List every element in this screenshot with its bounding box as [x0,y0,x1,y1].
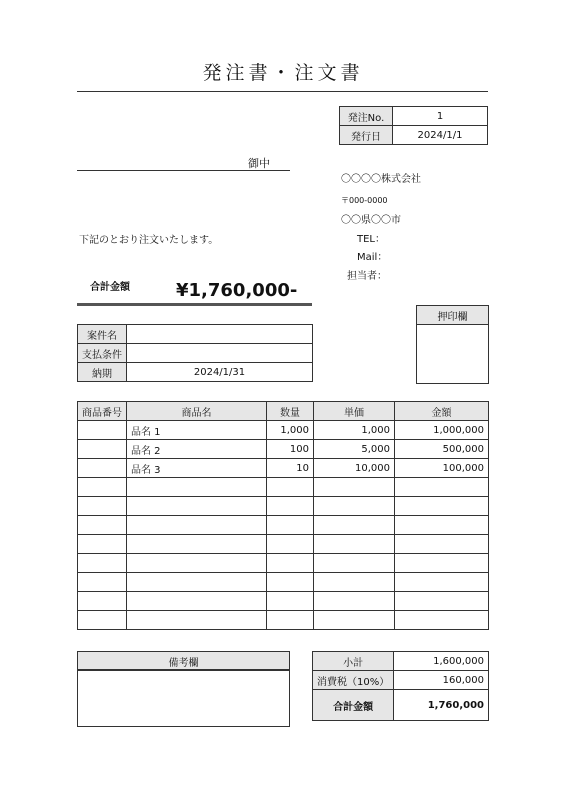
project-label: 支払条件 [78,344,127,363]
order-no-label: 発注No. [340,107,393,126]
total-amount-label: 合計金額 [90,282,130,293]
tax-label: 消費税（10%） [313,671,394,690]
item-no-cell [78,573,127,592]
item-qty-cell [267,611,314,630]
item-name-cell [127,592,267,611]
item-amount-cell [395,516,489,535]
project-label: 納期 [78,363,127,382]
intro-text: 下記のとおり注文いたします。 [79,235,219,246]
item-no-cell [78,440,127,459]
item-price-cell [314,592,395,611]
table-row [78,421,489,440]
item-no-cell [78,459,127,478]
tax-row [313,671,489,690]
project-value [127,344,313,363]
issue-date-label: 発行日 [340,126,393,145]
table-row [78,554,489,573]
items-header-row [78,402,489,421]
item-price-cell: 5,000 [314,440,395,459]
subtotal-label: 小計 [313,652,394,671]
item-name-cell [127,554,267,573]
sender-tel-label: TEL： [357,234,385,245]
table-row [78,516,489,535]
stamp-header [416,305,489,325]
recipient-suffix: 御中 [248,157,270,170]
sender-address: 〇〇県〇〇市 [341,215,401,226]
tax-value: 160,000 [394,671,489,690]
issue-date-value: 2024/1/1 [393,126,488,145]
item-amount-cell [395,497,489,516]
project-value: 2024/1/31 [127,363,313,382]
item-amount-cell: 1,000,000 [395,421,489,440]
total-amount-value: ¥1,760,000- [176,280,298,301]
item-name-cell [127,573,267,592]
item-no-cell [78,592,127,611]
issue-date-row [340,126,488,145]
item-no-cell [78,421,127,440]
order-no-row [340,107,488,126]
sender-person-label: 担当者： [347,271,387,282]
item-no-cell [78,478,127,497]
item-amount-cell [395,535,489,554]
table-row [78,497,489,516]
project-row [78,325,313,344]
item-price-cell [314,478,395,497]
items-table [77,401,489,630]
recipient-underline [77,170,290,171]
item-qty-cell [267,573,314,592]
subtotal-row [313,652,489,671]
item-amount-cell: 100,000 [395,459,489,478]
order-no-value: 1 [393,107,488,126]
item-amount-cell [395,592,489,611]
item-qty-cell: 100 [267,440,314,459]
item-price-cell [314,516,395,535]
item-amount-cell [395,611,489,630]
table-row [78,592,489,611]
item-qty-cell: 10 [267,459,314,478]
memo-header [77,651,290,671]
item-price-cell: 10,000 [314,459,395,478]
table-row [78,440,489,459]
title-underline [77,91,488,92]
col-header-name: 商品名 [127,402,267,421]
project-label: 案件名 [78,325,127,344]
item-name-cell [127,611,267,630]
item-name-cell: 品名 1 [127,421,267,440]
item-price-cell [314,554,395,573]
item-amount-cell [395,554,489,573]
item-price-cell [314,497,395,516]
table-row [78,478,489,497]
item-qty-cell [267,516,314,535]
item-no-cell [78,535,127,554]
item-price-cell [314,535,395,554]
item-name-cell: 品名 3 [127,459,267,478]
sender-postal: 〒000-0000 [341,196,388,205]
item-qty-cell [267,592,314,611]
item-amount-cell: 500,000 [395,440,489,459]
item-name-cell [127,535,267,554]
order-info-table [339,106,488,145]
item-qty-cell [267,478,314,497]
grand-total-label: 合計金額 [313,690,394,721]
item-no-cell [78,611,127,630]
item-qty-cell [267,497,314,516]
item-name-cell [127,478,267,497]
item-no-cell [78,554,127,573]
total-amount-underline [77,303,312,306]
sender-mail-label: Mail： [357,252,388,263]
item-no-cell [78,497,127,516]
grand-total-row [313,690,489,721]
item-price-cell [314,611,395,630]
stamp-box [416,324,489,384]
memo-box [77,669,290,727]
sender-company: 〇〇〇〇株式会社 [341,174,421,185]
items-body [78,421,489,630]
grand-total-value: 1,760,000 [394,690,489,721]
item-no-cell [78,516,127,535]
col-header-qty: 数量 [267,402,314,421]
project-row [78,363,313,382]
memo-label: 備考欄 [78,652,290,671]
item-name-cell [127,516,267,535]
project-value [127,325,313,344]
item-price-cell: 1,000 [314,421,395,440]
item-name-cell [127,497,267,516]
table-row [78,611,489,630]
summary-table [312,651,489,721]
item-name-cell: 品名 2 [127,440,267,459]
project-row [78,344,313,363]
item-amount-cell [395,573,489,592]
item-qty-cell [267,554,314,573]
subtotal-value: 1,600,000 [394,652,489,671]
col-header-no: 商品番号 [78,402,127,421]
project-table [77,324,313,382]
item-qty-cell: 1,000 [267,421,314,440]
table-row [78,535,489,554]
item-qty-cell [267,535,314,554]
item-price-cell [314,573,395,592]
stamp-label: 押印欄 [417,306,489,325]
table-row [78,459,489,478]
col-header-price: 単価 [314,402,395,421]
item-amount-cell [395,478,489,497]
table-row [78,573,489,592]
document-title: 発注書・注文書 [202,62,364,84]
col-header-amount: 金額 [395,402,489,421]
